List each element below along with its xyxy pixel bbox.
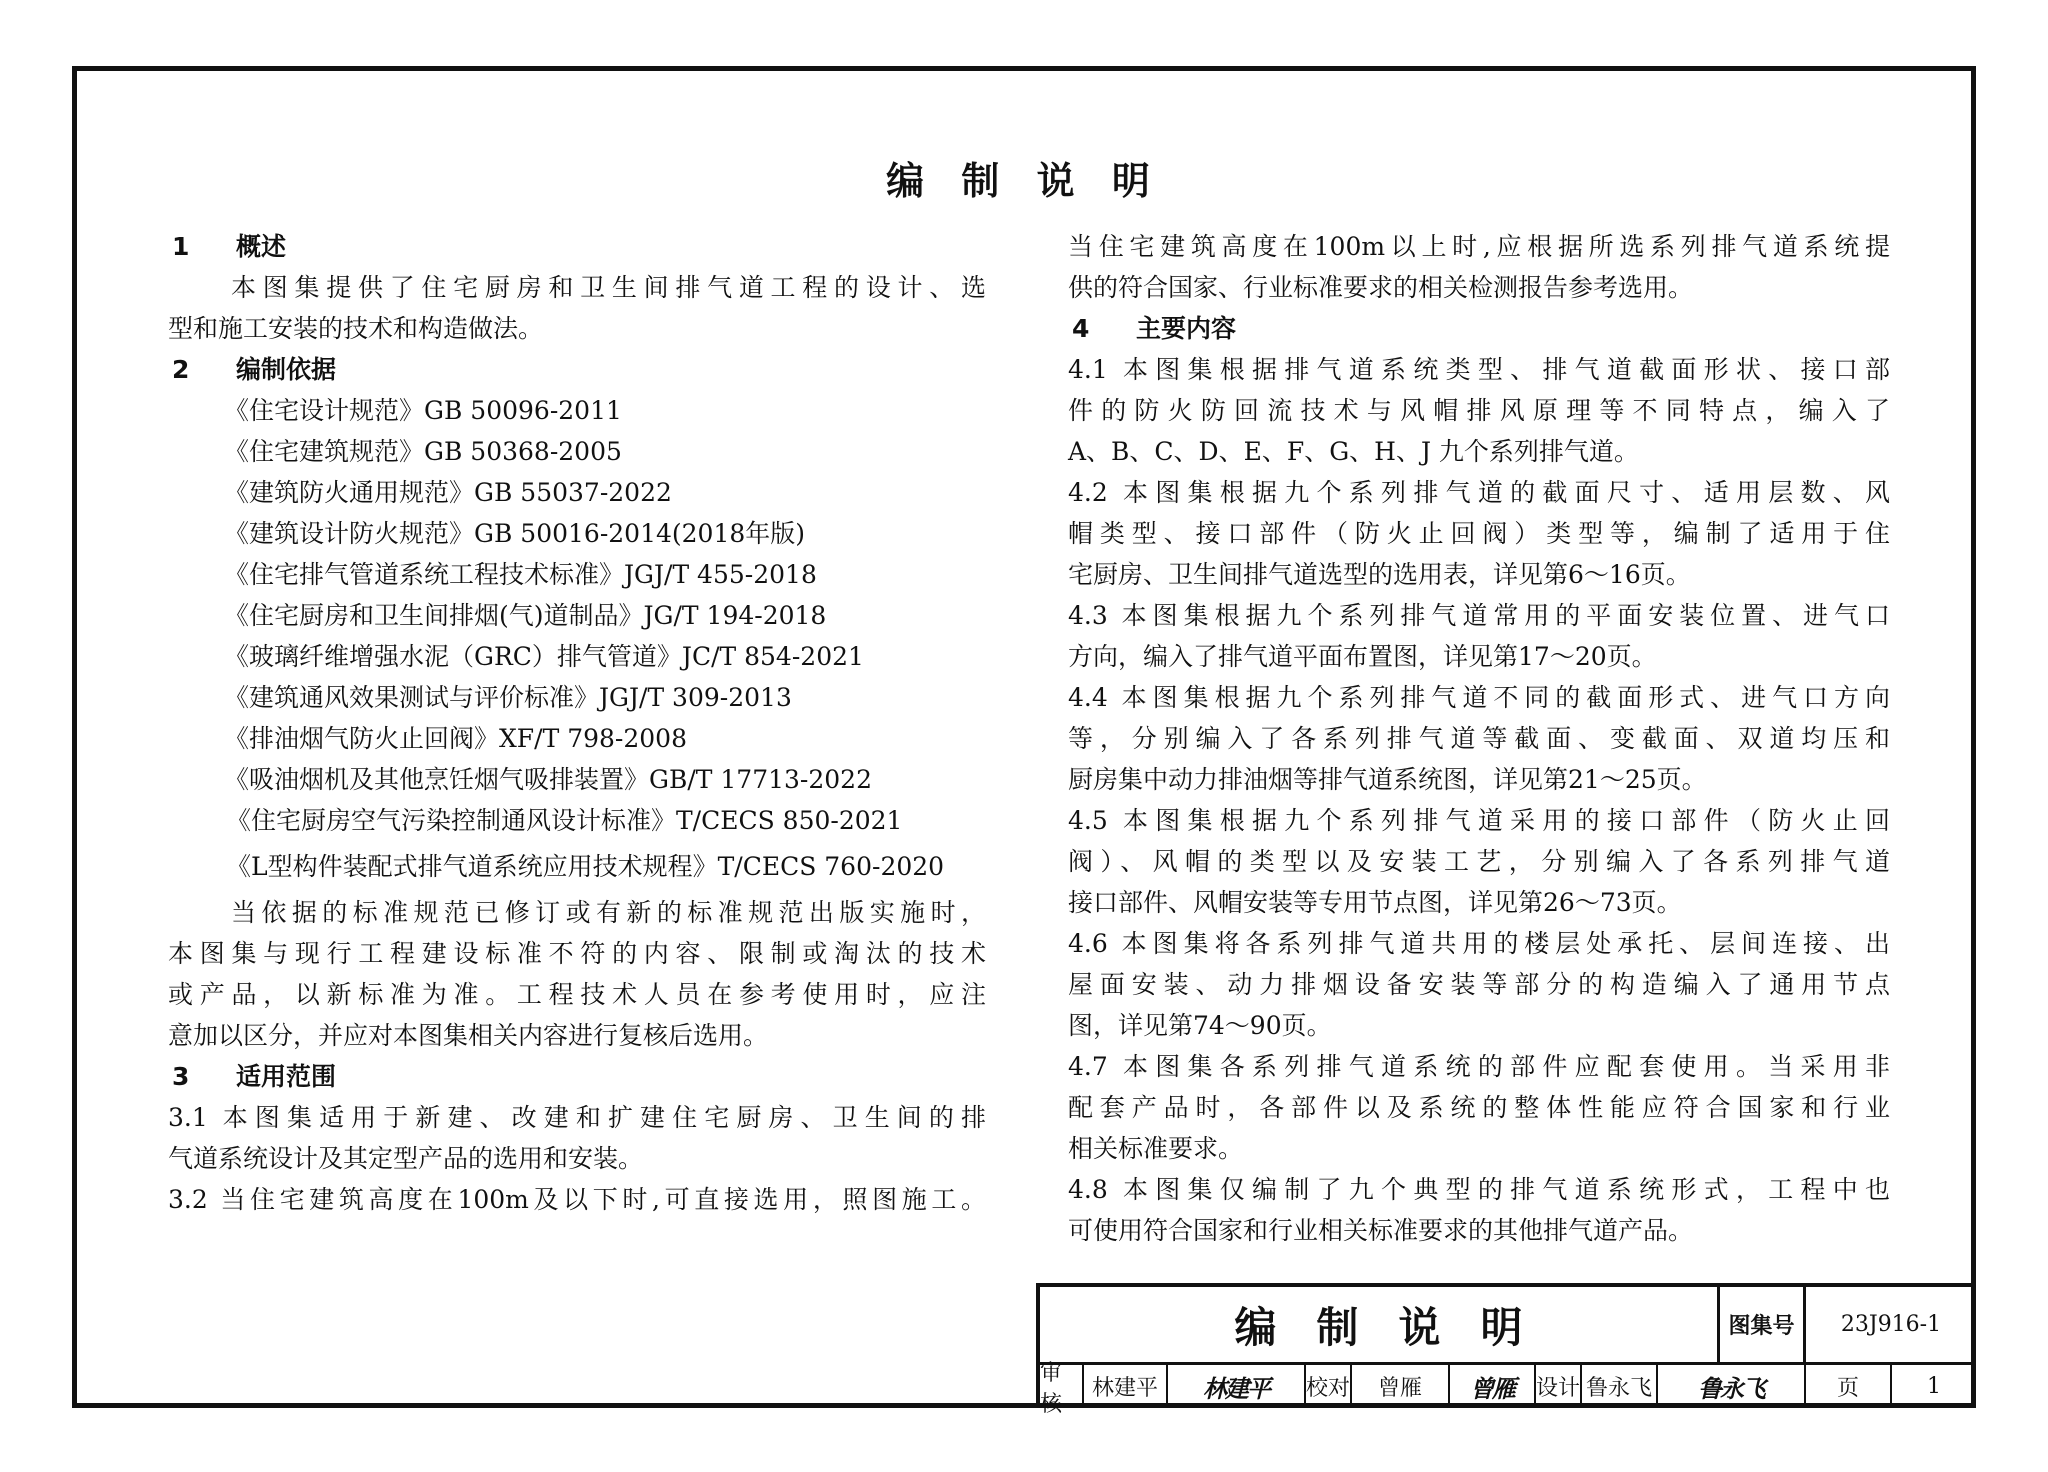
paragraph-line: 当住宅建筑高度在100m以上时,应根据所选系列排气道系统提 — [1068, 232, 1890, 261]
paragraph-line: 厨房集中动力排油烟等排气道系统图，详见第21～25页。 — [1068, 765, 1707, 794]
section-heading — [168, 349, 986, 390]
paragraph-line: 或产品，以新标准为准。工程技术人员在参考使用时，应注 — [168, 980, 986, 1009]
reference-standard: 《排油烟气防火止回阀》XF/T 798-2008 — [224, 724, 687, 753]
page-label: 页 — [1806, 1365, 1892, 1408]
reference-standard: 《L型构件装配式排气道系统应用技术规程》T/CECS 760-2020 — [226, 852, 945, 881]
reference-standard: 《建筑设计防火规范》GB 50016-2014(2018年版) — [224, 519, 806, 548]
paragraph-line: 4.2 本图集根据九个系列排气道的截面尺寸、适用层数、风 — [1068, 478, 1890, 507]
review-label: 审核 — [1040, 1365, 1084, 1408]
paragraph-line: 4.1 本图集根据排气道系统类型、排气道截面形状、接口部 — [1068, 355, 1890, 384]
paragraph-line: 当依据的标准规范已修订或有新的标准规范出版实施时， — [231, 898, 986, 927]
title-block-title: 编制说明 — [1040, 1287, 1720, 1365]
left-column — [168, 226, 986, 1220]
reference-standard: 《吸油烟机及其他烹饪烟气吸排装置》GB/T 17713-2022 — [224, 765, 872, 794]
paragraph-line: A、B、C、D、E、F、G、H、J 九个系列排气道。 — [1068, 437, 1639, 466]
designer-signature: 鲁永飞 — [1658, 1365, 1806, 1408]
reference-standard: 《住宅厨房和卫生间排烟(气)道制品》JG/T 194-2018 — [224, 601, 827, 630]
paragraph-line: 阀）、风帽的类型以及安装工艺，分别编入了各系列排气道 — [1068, 847, 1890, 876]
paragraph-line: 可使用符合国家和行业相关标准要求的其他排气道产品。 — [1068, 1216, 1694, 1245]
paragraph-line: 接口部件、风帽安装等专用节点图，详见第26～73页。 — [1068, 888, 1682, 917]
section-title: 适用范围 — [236, 1062, 337, 1091]
section-number: 1 — [172, 232, 190, 261]
design-label: 设计 — [1536, 1365, 1582, 1408]
paragraph-line: 4.8 本图集仅编制了九个典型的排气道系统形式，工程中也 — [1068, 1175, 1890, 1204]
section-heading — [1068, 308, 1890, 349]
atlas-number: 23J916-1 — [1806, 1287, 1976, 1365]
section-heading — [168, 1056, 986, 1097]
paragraph-line: 4.4 本图集根据九个系列排气道不同的截面形式、进气口方向 — [1068, 683, 1890, 712]
paragraph-line: 4.7 本图集各系列排气道系统的部件应配套使用。当采用非 — [1068, 1052, 1890, 1081]
paragraph-line: 4.6 本图集将各系列排气道共用的楼层处承托、层间连接、出 — [1068, 929, 1890, 958]
reference-standard: 《玻璃纤维增强水泥（GRC）排气管道》JC/T 854-2021 — [224, 642, 864, 671]
paragraph-line: 3.2 当住宅建筑高度在100m及以下时,可直接选用，照图施工。 — [168, 1185, 986, 1214]
paragraph-line: 4.5 本图集根据九个系列排气道采用的接口部件（防火止回 — [1068, 806, 1890, 835]
section-title: 概述 — [236, 232, 287, 261]
paragraph-line: 本图集与现行工程建设标准不符的内容、限制或淘汰的技术 — [168, 939, 986, 968]
reference-standard: 《住宅厨房空气污染控制通风设计标准》T/CECS 850-2021 — [226, 806, 903, 835]
paragraph-line: 3.1 本图集适用于新建、改建和扩建住宅厨房、卫生间的排 — [168, 1103, 986, 1132]
page-title: 编 制 说 明 — [886, 159, 1162, 203]
reference-standard: 《建筑通风效果测试与评价标准》JGJ/T 309-2013 — [224, 683, 792, 712]
paragraph-line: 屋面安装、动力排烟设备安装等部分的构造编入了通用节点 — [1068, 970, 1890, 999]
paragraph-line: 型和施工安装的技术和构造做法。 — [168, 314, 544, 343]
paragraph-line: 意加以区分，并应对本图集相关内容进行复核后选用。 — [168, 1021, 769, 1050]
paragraph-line: 件的防火防回流技术与风帽排风原理等不同特点，编入了 — [1068, 396, 1890, 425]
paragraph-line: 帽类型、接口部件（防火止回阀）类型等，编制了适用于住 — [1068, 519, 1890, 548]
paragraph-line: 4.3 本图集根据九个系列排气道常用的平面安装位置、进气口 — [1068, 601, 1890, 630]
reviewer-name: 林建平 — [1084, 1365, 1168, 1408]
atlas-number-label: 图集号 — [1720, 1287, 1806, 1365]
page-number: 1 — [1927, 1374, 1941, 1399]
reference-standard: 《建筑防火通用规范》GB 55037-2022 — [224, 478, 672, 507]
paragraph-line: 相关标准要求。 — [1068, 1134, 1244, 1163]
section-title: 编制依据 — [236, 355, 337, 384]
paragraph-line: 方向，编入了排气道平面布置图，详见第17～20页。 — [1068, 642, 1657, 671]
paragraph-line: 供的符合国家、行业标准要求的相关检测报告参考选用。 — [1068, 273, 1694, 302]
right-column — [1068, 226, 1890, 1251]
checker-name: 曾雁 — [1352, 1365, 1450, 1408]
paragraph-line: 图，详见第74～90页。 — [1068, 1011, 1332, 1040]
title-block — [1036, 1283, 1976, 1417]
reference-standard: 《住宅建筑规范》GB 50368-2005 — [224, 437, 622, 466]
reference-standard: 《住宅排气管道系统工程技术标准》JGJ/T 455-2018 — [224, 560, 817, 589]
reference-standard: 《住宅设计规范》GB 50096-2011 — [224, 396, 622, 425]
paragraph-line: 配套产品时，各部件以及系统的整体性能应符合国家和行业 — [1068, 1093, 1890, 1122]
paragraph-line: 气道系统设计及其定型产品的选用和安装。 — [168, 1144, 644, 1173]
designer-name: 鲁永飞 — [1582, 1365, 1658, 1408]
section-number: 3 — [172, 1062, 190, 1091]
section-heading — [168, 226, 986, 267]
section-title: 主要内容 — [1136, 314, 1237, 343]
paragraph-line: 等，分别编入了各系列排气道等截面、变截面、双道均压和 — [1068, 724, 1890, 753]
paragraph-line: 本图集提供了住宅厨房和卫生间排气道工程的设计、选 — [231, 273, 986, 302]
checker-signature: 曾雁 — [1450, 1365, 1536, 1408]
paragraph-line: 宅厨房、卫生间排气道选型的选用表，详见第6～16页。 — [1068, 560, 1691, 589]
check-label: 校对 — [1306, 1365, 1352, 1408]
section-number: 2 — [172, 355, 190, 384]
section-number: 4 — [1072, 314, 1090, 343]
reviewer-signature: 林建平 — [1168, 1365, 1306, 1408]
